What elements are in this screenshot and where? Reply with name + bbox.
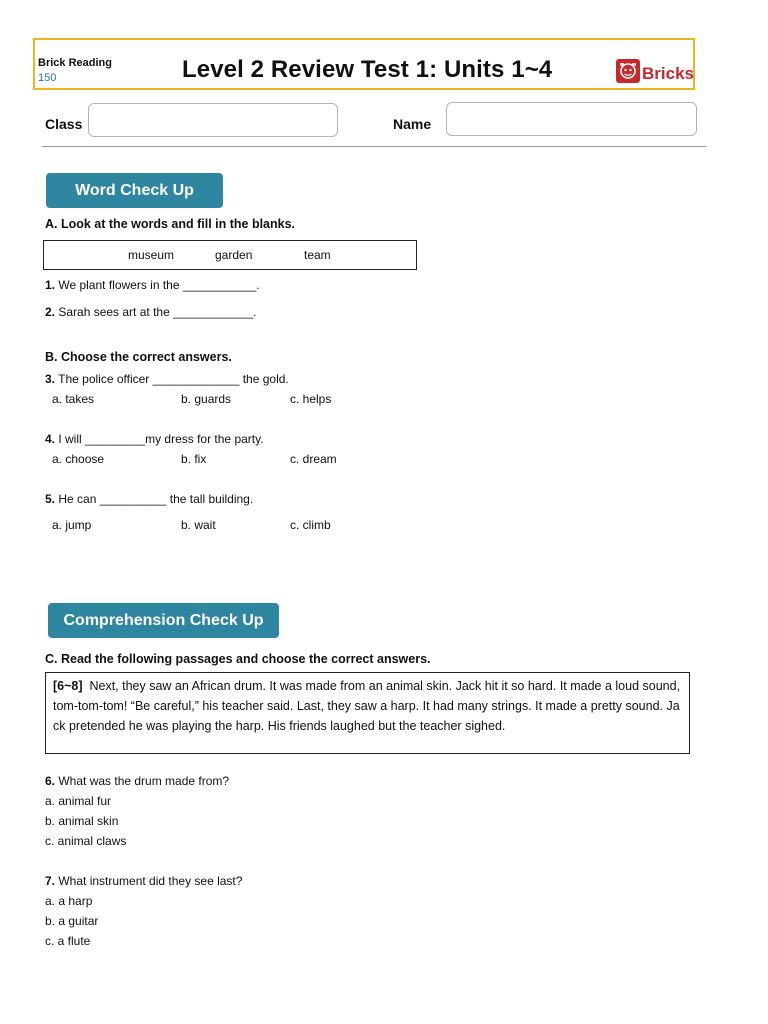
question-3 <box>45 372 289 386</box>
bricks-logo-icon <box>616 59 640 83</box>
question-number: 1. <box>45 278 56 292</box>
answer-option[interactable]: c. animal claws <box>45 834 127 848</box>
question-text: What was the drum made from? <box>55 774 230 788</box>
answer-option[interactable]: a. a harp <box>45 894 93 908</box>
question-5 <box>45 492 253 506</box>
question-1 <box>45 278 260 292</box>
passage-reference: [6~8] <box>53 679 83 693</box>
section-heading-word-check: Word Check Up <box>46 173 223 208</box>
name-label: Name <box>393 116 432 132</box>
answer-option[interactable]: b. guards <box>181 392 232 406</box>
passage-text: Next, they saw an African drum. It was made from an animal skin. Jack hit it so hard. It made a loud sound, tom-tom-tom! “Be careful,” his teacher said. Last, they saw a harp. It had many strings. It made a pretty sound. Jack pretended he was playing the harp. His friends laughed but the teacher sighed. <box>53 679 681 733</box>
part-b-instruction: B. Choose the correct answers. <box>45 350 232 364</box>
brand-number: 150 <box>38 72 57 84</box>
class-label: Class <box>45 116 83 132</box>
question-number: 5. <box>45 492 56 506</box>
part-c-instruction: C. Read the following passages and choose the correct answers. <box>45 652 431 666</box>
answer-option[interactable]: a. choose <box>52 452 105 466</box>
section-heading-comprehension-check: Comprehension Check Up <box>48 603 279 638</box>
answer-option[interactable]: c. climb <box>290 518 331 532</box>
bricks-logo-text: Bricks <box>642 64 694 83</box>
page-title: Level 2 Review Test 1: Units 1~4 <box>182 56 553 83</box>
question-text: He can __________ the tall building. <box>55 492 254 506</box>
divider <box>42 146 706 147</box>
answer-option[interactable]: a. jump <box>52 518 92 532</box>
class-field[interactable] <box>88 103 338 137</box>
question-text: I will _________my dress for the party. <box>55 432 264 446</box>
question-text: Sarah sees art at the ____________. <box>55 305 257 319</box>
answer-option[interactable]: a. animal fur <box>45 794 112 808</box>
question-2 <box>45 305 257 319</box>
word-bank-item: museum <box>128 248 175 262</box>
question-4 <box>45 432 264 446</box>
question-number: 4. <box>45 432 56 446</box>
word-bank-item: team <box>304 248 331 262</box>
answer-option[interactable]: c. dream <box>290 452 337 466</box>
question-number: 3. <box>45 372 56 386</box>
answer-option[interactable]: c. a flute <box>45 934 91 948</box>
reading-passage <box>45 672 690 754</box>
question-text: We plant flowers in the ___________. <box>55 278 260 292</box>
question-text: What instrument did they see last? <box>55 874 243 888</box>
name-field[interactable] <box>446 102 697 136</box>
answer-option[interactable]: c. helps <box>290 392 332 406</box>
answer-option[interactable]: b. wait <box>181 518 216 532</box>
answer-option[interactable]: a. takes <box>52 392 95 406</box>
answer-option[interactable]: b. animal skin <box>45 814 119 828</box>
answer-option[interactable]: b. fix <box>181 452 207 466</box>
question-text: The police officer _____________ the gold. <box>55 372 289 386</box>
question-6 <box>45 774 229 788</box>
question-number: 2. <box>45 305 56 319</box>
answer-option[interactable]: b. a guitar <box>45 914 99 928</box>
question-number: 6. <box>45 774 56 788</box>
question-7 <box>45 874 242 888</box>
part-a-instruction: A. Look at the words and fill in the blanks. <box>45 217 296 231</box>
question-number: 7. <box>45 874 56 888</box>
word-bank-item: garden <box>215 248 253 262</box>
brand-name: Brick Reading <box>38 57 112 69</box>
